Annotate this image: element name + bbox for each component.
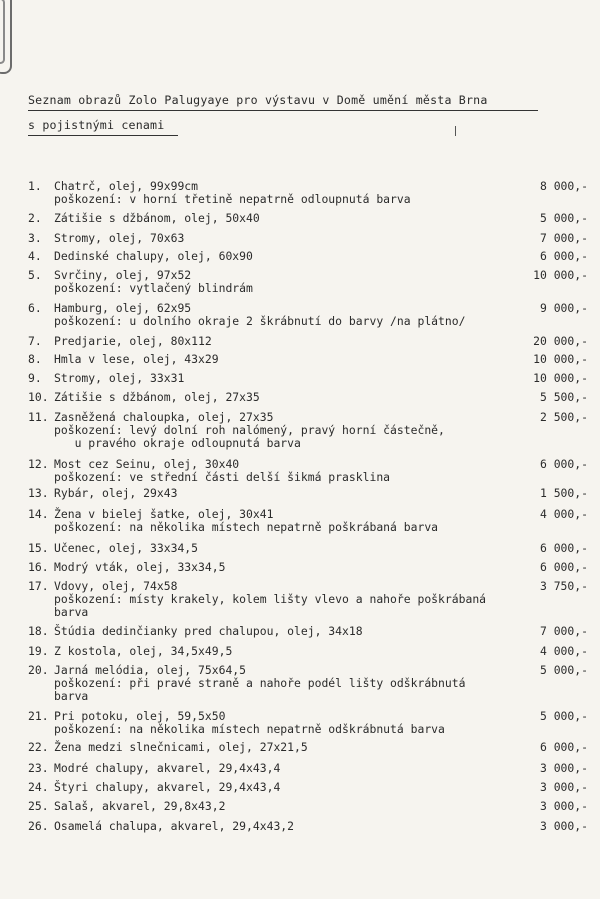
item-title: Rybár, olej, 29x43	[54, 486, 178, 500]
insurance-price: 20 000,-	[533, 334, 588, 348]
item-title: Salaš, akvarel, 29,8x43,2	[54, 799, 226, 813]
insurance-price: 3 750,-	[539, 579, 588, 593]
insurance-price: 6 000,-	[539, 457, 588, 471]
insurance-price: 10 000,-	[533, 371, 588, 385]
insurance-price: 8 000,-	[539, 179, 588, 193]
item-description	[54, 561, 564, 574]
item-title: Modrý vták, olej, 33x34,5	[54, 560, 226, 574]
damage-note: poškození: na několika místech nepatrně odškrábnutá barva	[54, 722, 445, 736]
item-description	[54, 391, 564, 404]
damage-note: poškození: vytlačený blindrám	[54, 281, 253, 295]
insurance-price: 10 000,-	[533, 268, 588, 282]
insurance-price: 6 000,-	[539, 249, 588, 263]
item-description	[54, 800, 564, 813]
insurance-price: 3 000,-	[539, 819, 588, 833]
item-title: Žena v bielej šatke, olej, 30x41	[54, 507, 274, 521]
item-title: Predjarie, olej, 80x112	[54, 334, 212, 348]
item-description	[54, 580, 564, 619]
item-number: 14.	[28, 507, 49, 521]
insurance-price: 10 000,-	[533, 352, 588, 366]
item-title: Zasněžená chaloupka, olej, 27x35	[54, 410, 274, 424]
insurance-price: 5 000,-	[539, 663, 588, 677]
insurance-price: 3 000,-	[539, 799, 588, 813]
item-number: 16.	[28, 560, 49, 574]
item-number: 11.	[28, 410, 49, 424]
item-title: Osamelá chalupa, akvarel, 29,4x43,2	[54, 819, 295, 833]
insurance-price: 6 000,-	[539, 740, 588, 754]
damage-note: poškození: místy krakely, kolem lišty vlevo a nahoře poškrábaná	[54, 592, 487, 606]
insurance-price: 5 000,-	[539, 709, 588, 723]
item-title: Chatrč, olej, 99x99cm	[54, 179, 199, 193]
item-description	[54, 302, 564, 328]
item-title: Zátišie s džbánom, olej, 50x40	[54, 211, 260, 225]
damage-note: poškození: na několika místech nepatrně poškrábaná barva	[54, 520, 439, 534]
item-number: 3.	[28, 231, 42, 245]
damage-note: barva	[54, 605, 89, 619]
item-description	[54, 781, 564, 794]
item-description	[54, 542, 564, 555]
item-number: 10.	[28, 390, 49, 404]
insurance-price: 5 000,-	[539, 211, 588, 225]
item-title: Jarná melódia, olej, 75x64,5	[54, 663, 247, 677]
item-number: 6.	[28, 301, 42, 315]
pen-mark	[455, 126, 456, 136]
item-number: 9.	[28, 371, 42, 385]
damage-note: poškození: ve střední části delší šikmá prasklina	[54, 470, 391, 484]
item-title: Hamburg, olej, 62x95	[54, 301, 192, 315]
insurance-price: 2 500,-	[539, 410, 588, 424]
insurance-price: 9 000,-	[539, 301, 588, 315]
item-number: 23.	[28, 761, 49, 775]
item-number: 13.	[28, 486, 49, 500]
item-title: Štyri chalupy, akvarel, 29,4x43,4	[54, 780, 281, 794]
item-description	[54, 212, 564, 225]
item-number: 20.	[28, 663, 49, 677]
item-description	[54, 250, 564, 263]
item-title: Modré chalupy, akvarel, 29,4x43,4	[54, 761, 281, 775]
item-number: 26.	[28, 819, 49, 833]
item-title: Stromy, olej, 33x31	[54, 371, 185, 385]
item-title: Učenec, olej, 33x34,5	[54, 541, 199, 555]
item-title: Stromy, olej, 70x63	[54, 231, 185, 245]
item-title: Žena medzi slnečnicami, olej, 27x21,5	[54, 740, 308, 754]
item-number: 15.	[28, 541, 49, 555]
item-number: 8.	[28, 352, 42, 366]
item-title: Pri potoku, olej, 59,5x50	[54, 709, 226, 723]
item-title: Svrčiny, olej, 97x52	[54, 268, 192, 282]
item-description	[54, 625, 564, 638]
item-description	[54, 820, 564, 833]
damage-note: poškození: v horní třetině nepatrně odloupnutá barva	[54, 192, 411, 206]
item-description	[54, 645, 564, 658]
item-description	[54, 232, 564, 245]
document-subtitle: s pojistnými cenami	[28, 118, 178, 136]
item-title: Zátišie s džbánom, olej, 27x35	[54, 390, 260, 404]
item-description	[54, 664, 564, 703]
item-number: 22.	[28, 740, 49, 754]
damage-note: poškození: při pravé straně a nahoře podél lišty odškrábnutá	[54, 676, 466, 690]
damage-note: poškození: levý dolní roh nalómený, pravý horní částečně,	[54, 423, 445, 437]
item-title: Z kostola, olej, 34,5x49,5	[54, 644, 233, 658]
item-description	[54, 487, 564, 500]
item-title: Dedinské chalupy, olej, 60x90	[54, 249, 253, 263]
insurance-price: 5 500,-	[539, 390, 588, 404]
item-description	[54, 710, 564, 736]
damage-note: poškození: u dolního okraje 2 škrábnutí do barvy /na plátno/	[54, 314, 466, 328]
damage-note: barva	[54, 689, 89, 703]
insurance-price: 3 000,-	[539, 761, 588, 775]
item-number: 21.	[28, 709, 49, 723]
item-description	[54, 762, 564, 775]
document-heading	[28, 93, 548, 136]
insurance-price: 6 000,-	[539, 541, 588, 555]
item-number: 5.	[28, 268, 42, 282]
insurance-price: 1 500,-	[539, 486, 588, 500]
insurance-price: 4 000,-	[539, 644, 588, 658]
item-description	[54, 458, 564, 484]
item-description	[54, 741, 564, 754]
item-description	[54, 353, 564, 366]
insurance-price: 3 000,-	[539, 780, 588, 794]
item-title: Hmla v lese, olej, 43x29	[54, 352, 219, 366]
item-number: 2.	[28, 211, 42, 225]
insurance-price: 6 000,-	[539, 560, 588, 574]
item-title: Most cez Seinu, olej, 30x40	[54, 457, 240, 471]
document-title: Seznam obrazů Zolo Palugyaye pro výstavu v Domě umění města Brna	[28, 93, 538, 111]
insurance-price: 4 000,-	[539, 507, 588, 521]
item-number: 19.	[28, 644, 49, 658]
item-number: 7.	[28, 334, 42, 348]
item-number: 4.	[28, 249, 42, 263]
item-number: 18.	[28, 624, 49, 638]
item-description	[54, 508, 564, 534]
item-number: 1.	[28, 179, 42, 193]
insurance-price: 7 000,-	[539, 624, 588, 638]
item-description	[54, 180, 564, 206]
item-title: Štúdia dedinčianky pred chalupou, olej, 34x18	[54, 624, 363, 638]
item-title: Vdovy, olej, 74x58	[54, 579, 178, 593]
item-number: 24.	[28, 780, 49, 794]
item-number: 12.	[28, 457, 49, 471]
item-description	[54, 335, 564, 348]
item-description	[54, 372, 564, 385]
item-description	[54, 269, 564, 295]
item-description	[54, 411, 564, 450]
item-number: 25.	[28, 799, 49, 813]
item-number: 17.	[28, 579, 49, 593]
damage-note: u pravého okraje odloupnutá barva	[54, 436, 301, 450]
paper-clip	[0, 0, 12, 74]
insurance-price: 7 000,-	[539, 231, 588, 245]
